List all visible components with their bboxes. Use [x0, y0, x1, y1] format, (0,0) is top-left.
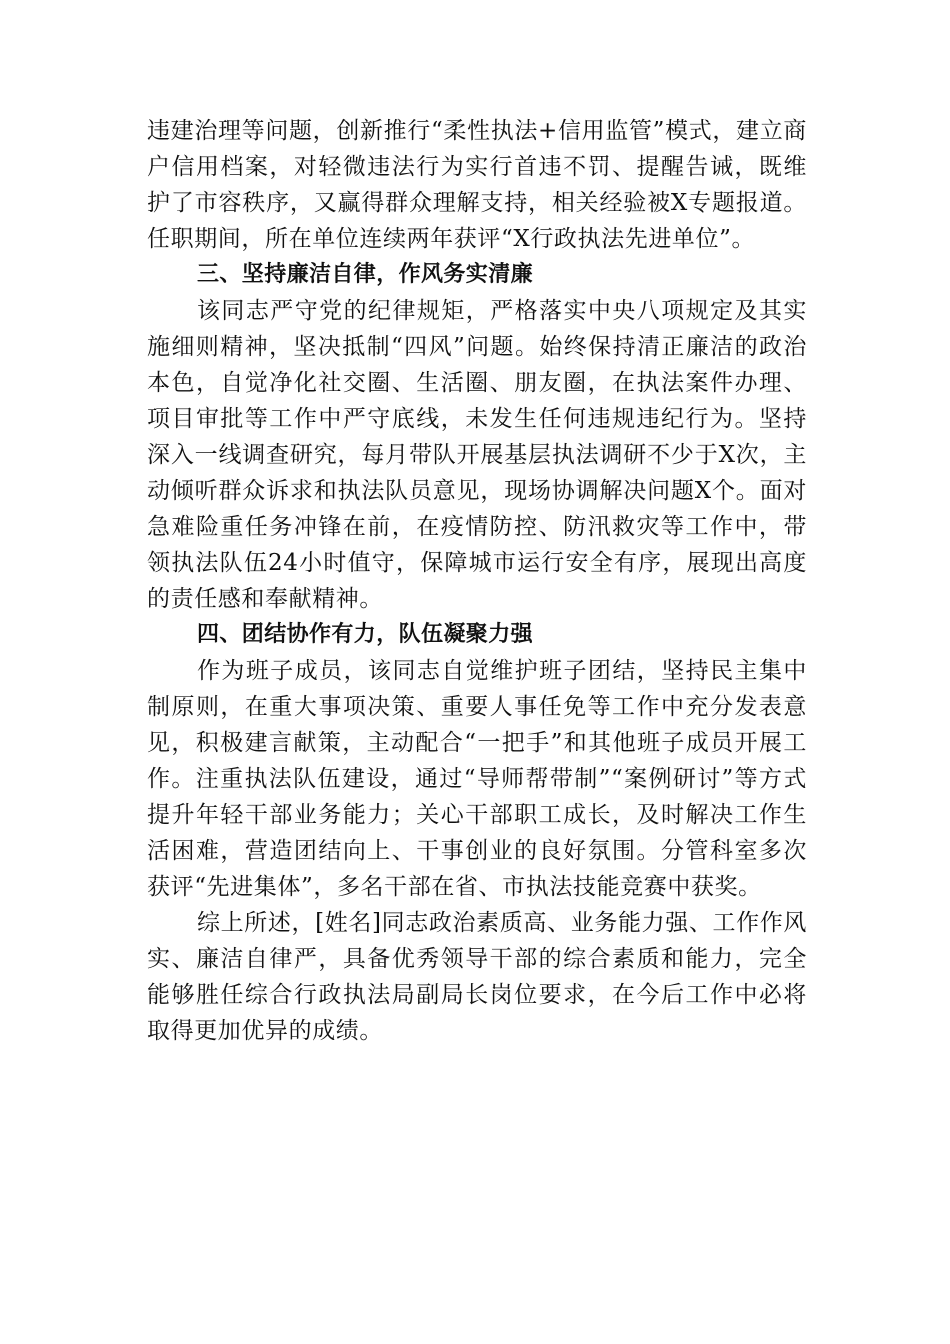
section-heading-4: 四、团结协作有力，队伍凝聚力强 [197, 622, 534, 647]
paragraph-summary: 综上所述，[姓名]同志政治素质高、业务能力强、工作作风实、廉洁自律严，具备优秀领导干部的综合素质和能力，完全能够胜任综合行政执法局副局长岗位要求，在今后工作中必将取得更加优异的成绩。 [147, 910, 807, 1044]
paragraph-intro-continued: 违建治理等问题，创新推行“柔性执法+信用监管”模式，建立商户信用档案，对轻微违法行为实行首违不罚、提醒告诫，既维护了市容秩序，又赢得群众理解支持，相关经验被X专题报道。任职期间，所在单位连续两年获评“X行政执法先进单位”。 [147, 118, 807, 252]
paragraph-section-3: 该同志严守党的纪律规矩，严格落实中央八项规定及其实施细则精神，坚决抵制“四风”问题。始终保持清正廉洁的政治本色，自觉净化社交圈、生活圈、朋友圈，在执法案件办理、项目审批等工作中严守底线，未发生任何违规违纪行为。坚持深入一线调查研究，每月带队开展基层执法调研不少于X次，主动倾听群众诉求和执法队员意见，现场协调解决问题X个。面对急难险重任务冲锋在前，在疫情防控、防汛救灾等工作中，带领执法队伍24小时值守，保障城市运行安全有序，展现出高度的责任感和奉献精神。 [147, 298, 807, 612]
document-body [147, 113, 807, 1049]
section-heading-3: 三、坚持廉洁自律，作风务实清廉 [197, 262, 534, 287]
paragraph-section-4: 作为班子成员，该同志自觉维护班子团结，坚持民主集中制原则，在重大事项决策、重要人事任免等工作中充分发表意见，积极建言献策，主动配合“一把手”和其他班子成员开展工作。注重执法队伍建设，通过“导师帮带制”“案例研讨”等方式提升年轻干部业务能力；关心干部职工成长，及时解决工作生活困难，营造团结向上、干事创业的良好氛围。分管科室多次获评“先进集体”，多名干部在省、市执法技能竞赛中获奖。 [147, 658, 807, 900]
